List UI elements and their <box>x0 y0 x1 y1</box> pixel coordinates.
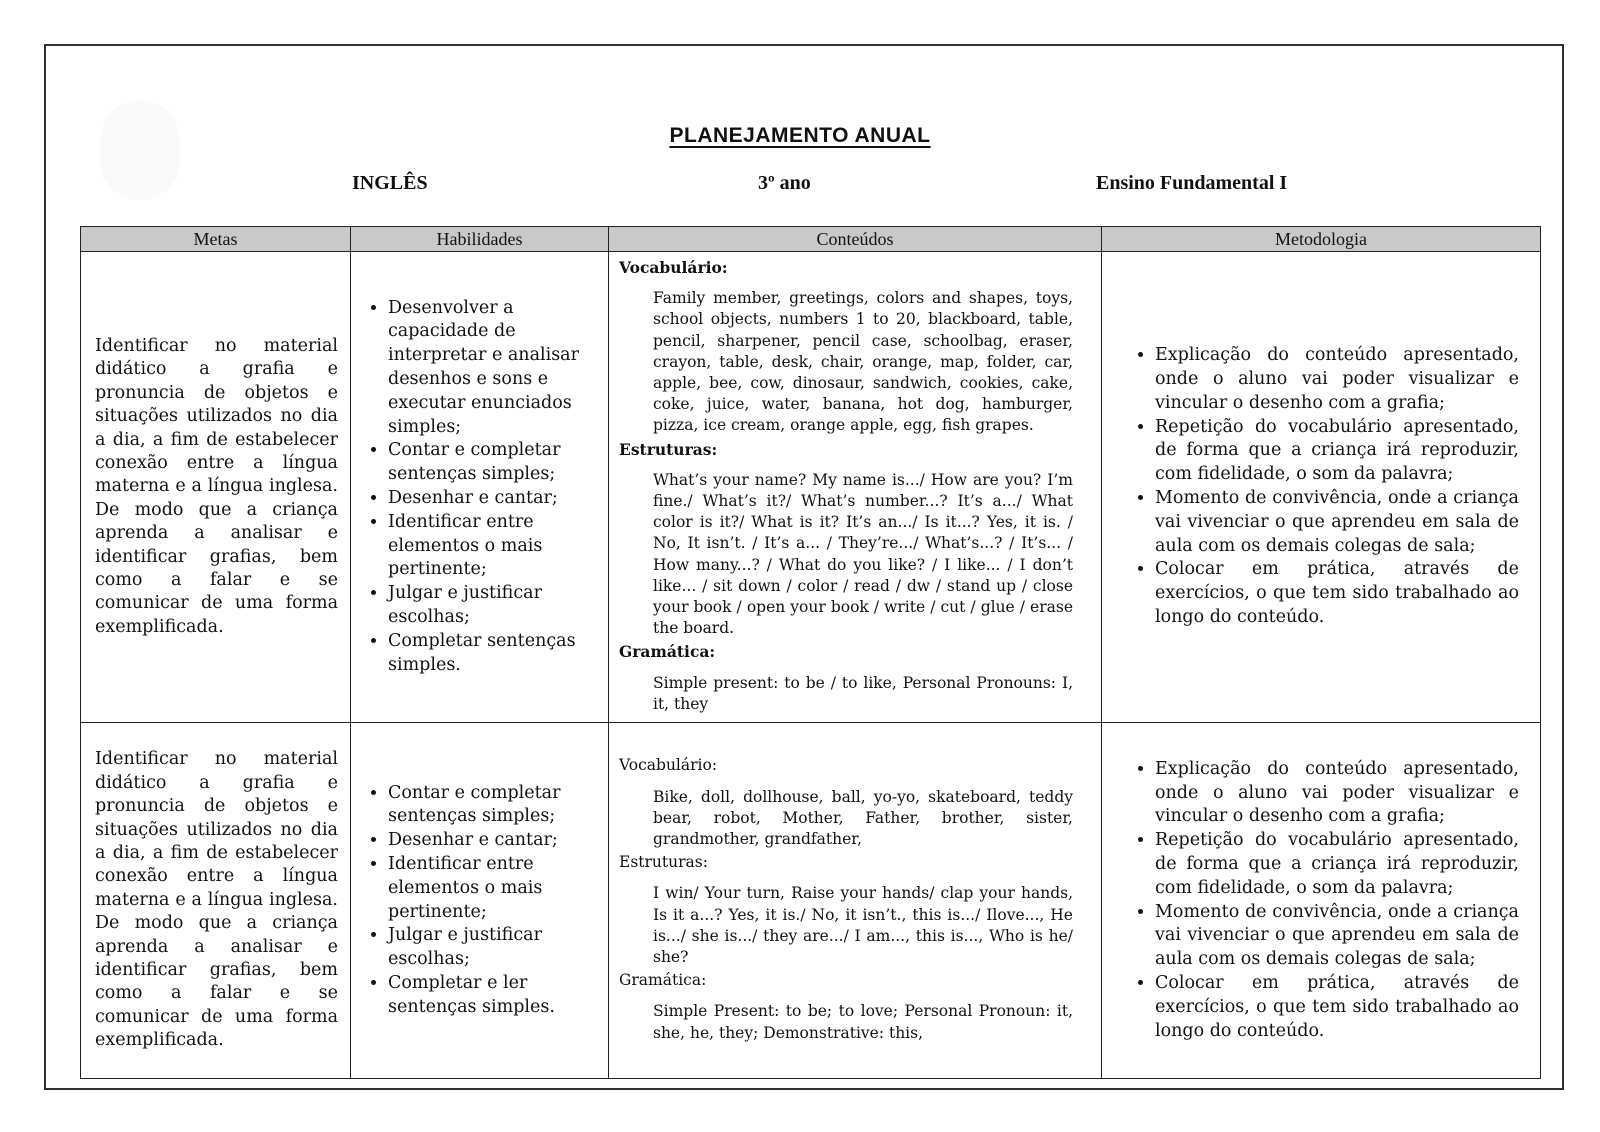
list-item: • Completar e ler sentenças simples. <box>388 972 603 1020</box>
list-item: • Colocar em prática, através de exercícios, o que tem sido trabalhado ao longo do conteúdo. <box>1155 558 1519 629</box>
estruturas-heading: Estruturas: <box>619 439 718 459</box>
header-conteudos: Conteúdos <box>609 227 1102 252</box>
gramatica-text: Simple Present: to be; to love; Personal Pronoun: it, she, he, they; Demonstrative: this, <box>653 1002 1073 1042</box>
list-item: • Julgar e justificar escolhas; <box>388 924 603 972</box>
table-row <box>81 252 1541 723</box>
estruturas-text: What’s your name? My name is.../ How are you? I’m fine./ What’s it?/ What’s number...? It’s a.../ What color is it?/ What is it? It’s an.../ Is it...? Yes, it is. / No, It isn’t. / It’s a... / They’re.../ What’s...? / It’s... / How many...? / What do you like? / I like... / I don’t like... / sit down / color / read / dw / stand up / close your book / open your book / write / cut / glue / erase the board. <box>653 470 1073 638</box>
vocabulario-heading: Vocabulário: <box>619 258 728 278</box>
list-item: • Contar e completar sentenças simples; <box>388 782 603 830</box>
list-item: • Explicação do conteúdo apresentado, onde o aluno vai poder visualizar e vincular o desenho com a grafia; <box>1155 758 1519 829</box>
list-item: • Explicação do conteúdo apresentado, onde o aluno vai poder visualizar e vincular o desenho com a grafia; <box>1155 344 1519 415</box>
gramatica-text: Simple present: to be / to like, Personal Pronouns: I, it, they <box>653 673 1073 713</box>
conteudos-cell <box>609 252 1102 723</box>
subject-label: INGLÊS <box>352 172 428 194</box>
faded-logo <box>100 100 180 200</box>
metas-cell: Identificar no material didático a grafia e pronuncia de objetos e situações utilizados no dia a dia, a fim de estabelecer conexão entre a língua materna e a língua inglesa. De modo que a criança aprenda a analisar e identificar grafias, bem como a falar e se comunicar de uma forma exemplificada. <box>81 723 351 1079</box>
header-metas: Metas <box>81 227 351 252</box>
metodologia-list <box>1103 344 1539 630</box>
planning-table <box>80 226 1541 1079</box>
list-item: • Desenhar e cantar; <box>388 487 603 511</box>
metodologia-list <box>1103 758 1539 1044</box>
habilidades-list <box>352 782 607 1020</box>
list-item: • Desenvolver a capacidade de interpretar e analisar desenhos e sons e executar enunciados simples; <box>388 297 603 440</box>
list-item: • Momento de convivência, onde a criança vai vivenciar o que aprendeu em sala de aula com os demais colegas de sala; <box>1155 487 1519 558</box>
gramatica-heading: Gramática: <box>619 642 716 662</box>
title-text: PLANEJAMENTO ANUAL <box>669 124 931 147</box>
list-item: • Contar e completar sentenças simples; <box>388 439 603 487</box>
header-habilidades: Habilidades <box>351 227 609 252</box>
vocabulario-text: Family member, greetings, colors and shapes, toys, school objects, numbers 1 to 20, blackboard, table, pencil, sharpener, pencil case, schoolbag, eraser, crayon, table, desk, chair, orange, map, folder, car, apple, bee, cow, dinosaur, sandwich, cookies, cake, coke, juice, water, banana, hot dog, hamburger, pizza, ice cream, orange apple, egg, fish grapes. <box>653 289 1073 435</box>
habilidades-cell <box>351 723 609 1079</box>
conteudos-cell <box>609 723 1102 1079</box>
habilidades-list <box>352 297 607 678</box>
metas-cell: Identificar no material didático a grafia e pronuncia de objetos e situações utilizados no dia a dia, a fim de estabelecer conexão entre a língua materna e a língua inglesa. De modo que a criança aprenda a analisar e identificar grafias, bem como a falar e se comunicar de uma forma exemplificada. <box>81 252 351 723</box>
list-item: • Momento de convivência, onde a criança vai vivenciar o que aprendeu em sala de aula com os demais colegas de sala; <box>1155 901 1519 972</box>
page-title <box>0 124 1600 148</box>
metodologia-cell <box>1102 252 1541 723</box>
list-item: • Desenhar e cantar; <box>388 829 603 853</box>
habilidades-cell <box>351 252 609 723</box>
vocabulario-text: Bike, doll, dollhouse, ball, yo-yo, skateboard, teddy bear, robot, Mother, Father, brother, sister, grandmother, grandfather, <box>653 787 1073 848</box>
list-item: • Identificar entre elementos o mais pertinente; <box>388 511 603 582</box>
gramatica-heading: Gramática: <box>619 971 707 990</box>
level-label: Ensino Fundamental I <box>1096 172 1288 194</box>
metodologia-cell <box>1102 723 1541 1079</box>
table-row <box>81 723 1541 1079</box>
list-item: • Colocar em prática, através de exercícios, o que tem sido trabalhado ao longo do conteúdo. <box>1155 972 1519 1043</box>
estruturas-text: I win/ Your turn, Raise your hands/ clap your hands, Is it a...? Yes, it is./ No, it isn’t., this is.../ Ilove..., He is.../ she is.../ they are.../ I am..., this is..., Who is he/ she? <box>653 884 1073 966</box>
header-metodologia: Metodologia <box>1102 227 1541 252</box>
list-item: • Repetição do vocabulário apresentado, de forma que a criança irá reproduzir, com fidelidade, o som da palavra; <box>1155 829 1519 900</box>
list-item: • Identificar entre elementos o mais pertinente; <box>388 853 603 924</box>
list-item: • Julgar e justificar escolhas; <box>388 582 603 630</box>
list-item: • Completar sentenças simples. <box>388 630 603 678</box>
grade-label: 3º ano <box>758 172 811 194</box>
vocabulario-heading: Vocabulário: <box>619 756 718 775</box>
estruturas-heading: Estruturas: <box>619 853 708 872</box>
list-item: • Repetição do vocabulário apresentado, de forma que a criança irá reproduzir, com fidelidade, o som da palavra; <box>1155 416 1519 487</box>
table-header-row <box>81 227 1541 252</box>
